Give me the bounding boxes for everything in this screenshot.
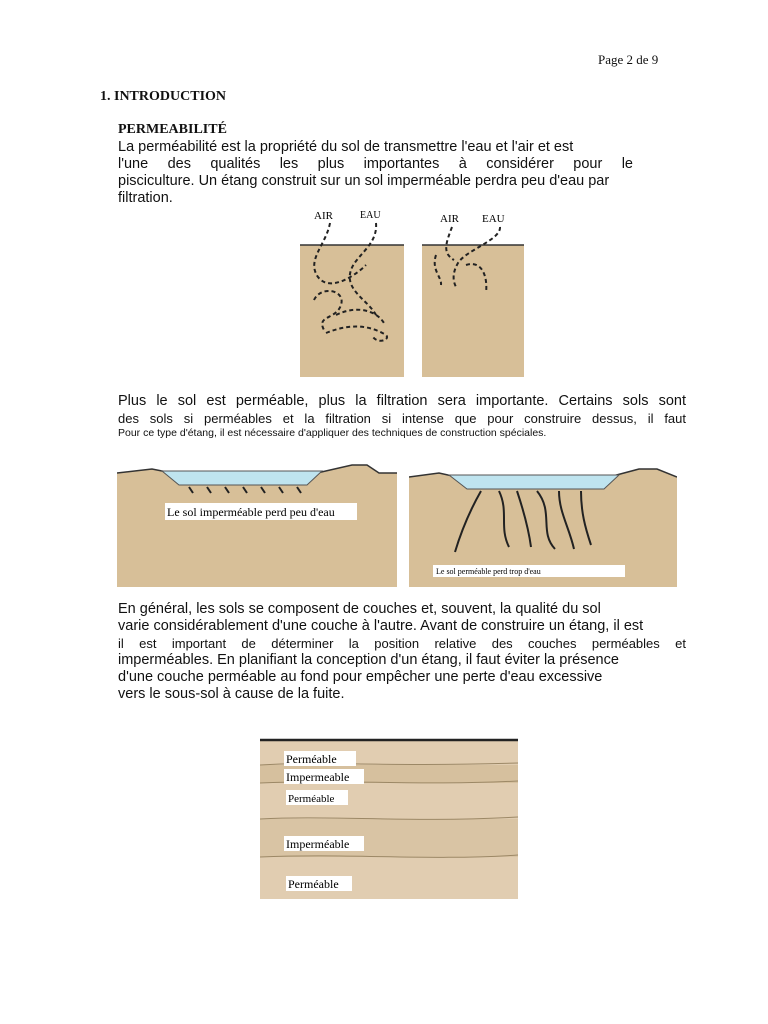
text-line: En général, les sols se composent de couches et, souvent, la qualité du sol [118, 601, 601, 617]
text-line: filtration. [118, 190, 173, 206]
label-eau-left: EAU [360, 210, 381, 221]
text-line: pisciculture. Un étang construit sur un sol imperméable perdra peu d'eau par [118, 173, 610, 189]
text-line: Pour ce type d'étang, il est nécessaire d'appliquer des techniques de construction spéciales. [118, 427, 547, 439]
text-line: d'une couche perméable au fond pour empêcher une perte d'eau excessive [118, 669, 603, 685]
section-title: 1. INTRODUCTION [100, 89, 227, 104]
text-line: il est important de déterminer la position relative des couches perméables et [118, 636, 686, 651]
label-air-left: AIR [314, 210, 333, 222]
layer-label: Impermeable [286, 770, 350, 784]
layer-label: Perméable [288, 877, 339, 891]
layer-label: Perméable [288, 793, 335, 805]
paragraph-permeability [118, 139, 633, 207]
text-line: varie considérablement d'une couche à l'autre. Avant de construire un étang, il est [118, 618, 644, 634]
caption-impermeable: Le sol imperméable perd peu d'eau [167, 505, 335, 519]
impermeable-pond-figure [117, 461, 397, 587]
label-air-right: AIR [440, 213, 459, 225]
text-line: La perméabilité est la propriété du sol de transmettre l'eau et l'air et est [118, 139, 574, 155]
layer-label: Perméable [286, 752, 337, 766]
label-eau-right: EAU [482, 213, 505, 225]
permeable-pond-figure [409, 467, 677, 587]
text-line: vers le sous-sol à cause de la fuite. [118, 686, 345, 702]
text-line: imperméables. En planifiant la conception d'un étang, il faut éviter la présence [118, 652, 619, 668]
soil-layers-figure [260, 731, 518, 899]
text-line: Plus le sol est perméable, plus la filtration sera importante. Certains sols sont [118, 393, 686, 409]
paragraph-layers [118, 601, 686, 703]
page-number: Page 2 de 9 [598, 52, 659, 67]
text-line: des sols si perméables et la filtration si intense que pour construire dessus, il faut [118, 411, 686, 426]
text-line: l'une des qualités les plus importantes à considérer pour le [118, 156, 633, 172]
subsection-title: PERMEABILITÉ [118, 122, 227, 137]
layer-label: Imperméable [286, 837, 350, 851]
soil-air-water-figure [296, 205, 536, 380]
caption-permeable: Le sol perméable perd trop d'eau [436, 567, 541, 576]
paragraph-filtration [118, 393, 686, 440]
